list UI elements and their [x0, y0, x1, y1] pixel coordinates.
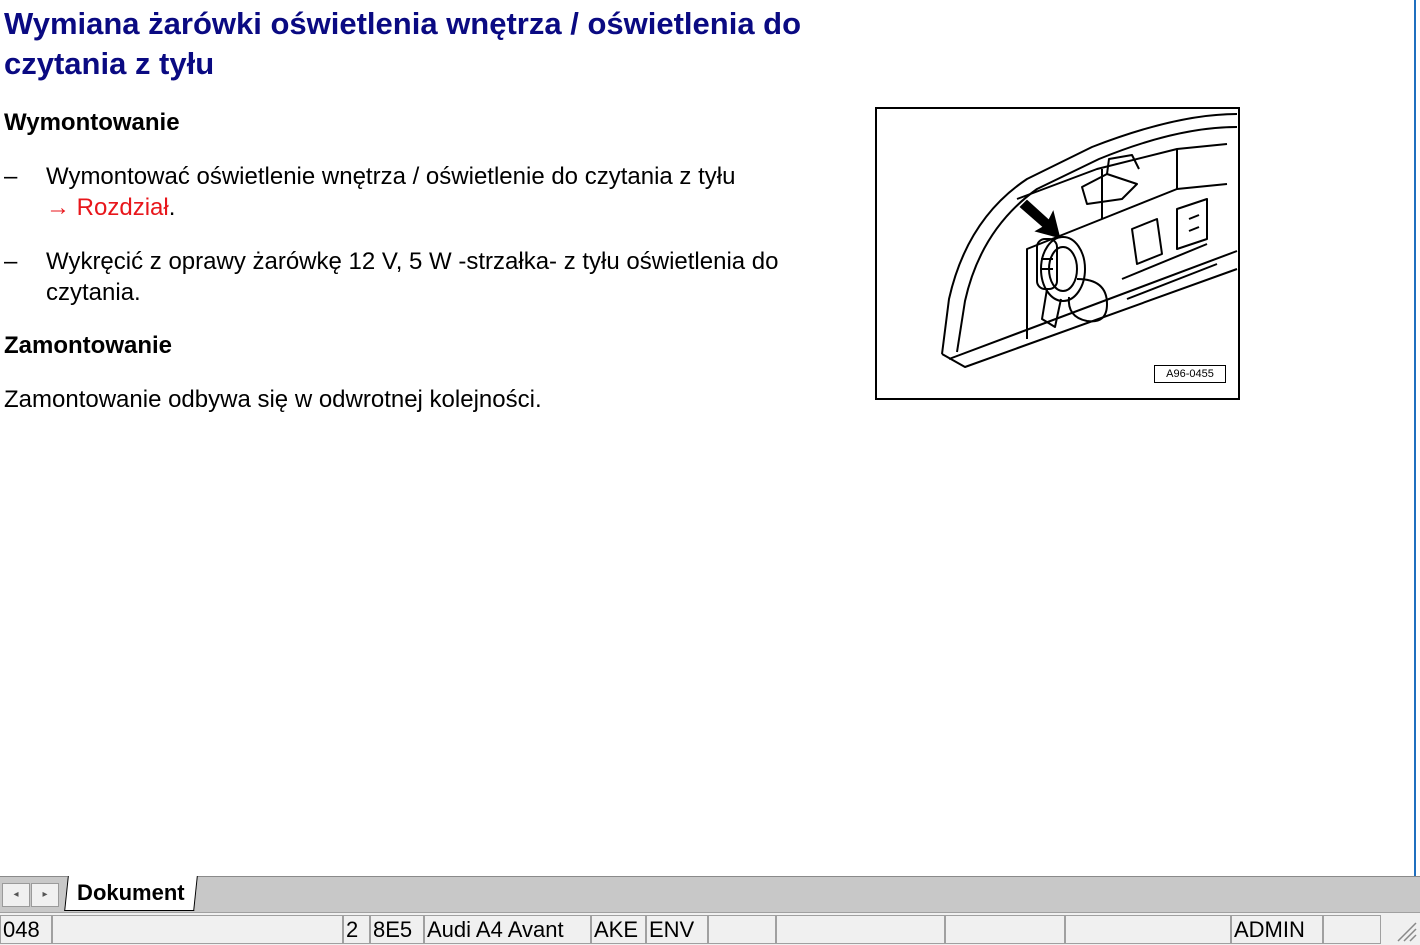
- step-text: [46, 161, 846, 223]
- status-cell-2: [52, 915, 343, 944]
- step-1-text: Wymontować oświetlenie wnętrza / oświetlenie do czytania z tyłu: [46, 163, 736, 190]
- list-item: [4, 161, 844, 223]
- list-item: [4, 246, 844, 308]
- install-paragraph: Zamontowanie odbywa się w odwrotnej kolejności.: [4, 386, 542, 413]
- tab-dokument-label: Dokument: [77, 880, 185, 905]
- figure-code-label: A96-0455: [1154, 365, 1226, 383]
- status-bar: [0, 912, 1420, 945]
- step-1-period: .: [168, 194, 176, 221]
- status-cell-12: ADMIN: [1231, 915, 1323, 944]
- section-heading-install: Zamontowanie: [4, 332, 173, 359]
- chapter-link[interactable]: → Rozdział: [46, 194, 169, 221]
- list-dash: –: [4, 248, 18, 275]
- status-cell-5: Audi A4 Avant: [424, 915, 591, 944]
- lamp-drawing: [877, 109, 1238, 398]
- status-cell-3: 2: [343, 915, 370, 944]
- status-cell-9: [776, 915, 945, 944]
- status-cell-13: [1323, 915, 1381, 944]
- page-title: Wymiana żarówki oświetlenia wnętrza / oświetlenia do czytania z tyłu: [4, 6, 802, 81]
- status-cell-1: 048: [0, 915, 52, 944]
- tab-dokument[interactable]: [64, 876, 197, 911]
- section-heading-removal: Wymontowanie: [4, 109, 180, 136]
- vertical-scrollbar[interactable]: [1414, 0, 1420, 876]
- list-dash: –: [4, 163, 18, 190]
- step-2-text: Wykręcić z oprawy żarówkę 12 V, 5 W -strzałka- z tyłu oświetlenia do czytania.: [46, 248, 779, 306]
- tab-scroll-right-button[interactable]: ▸: [31, 883, 59, 907]
- status-cell-8: [708, 915, 776, 944]
- status-cell-7: ENV: [646, 915, 708, 944]
- status-cell-6: AKE: [591, 915, 646, 944]
- status-cell-11: [1065, 915, 1231, 944]
- status-cell-4: 8E5: [370, 915, 424, 944]
- illustration-figure[interactable]: [875, 107, 1240, 400]
- resize-grip-icon[interactable]: [1388, 919, 1418, 943]
- status-cell-10: [945, 915, 1065, 944]
- sheet-tab-bar: [0, 876, 1420, 912]
- tab-scroll-left-button[interactable]: ◂: [2, 883, 30, 907]
